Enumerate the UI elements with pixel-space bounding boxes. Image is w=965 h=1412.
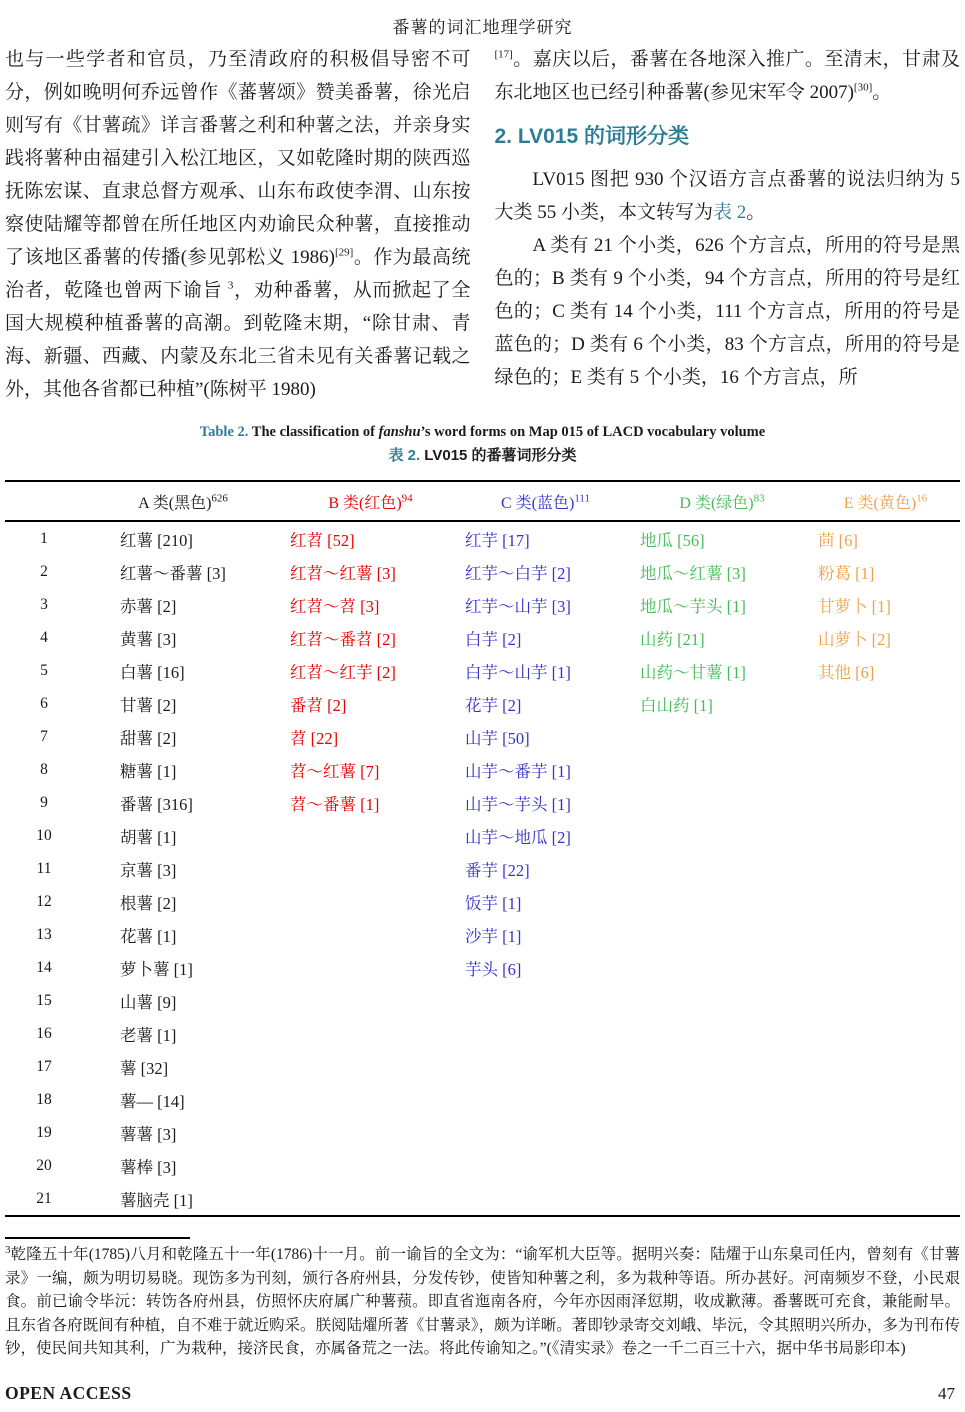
table-row xyxy=(5,885,960,918)
table-cell-a: 胡薯 [1] xyxy=(120,827,177,847)
page-footer xyxy=(5,1383,955,1404)
row-number: 9 xyxy=(40,793,48,811)
row-number: 14 xyxy=(36,958,52,976)
table-cell-c: 山芋～地瓜 [2] xyxy=(465,827,571,847)
right-paragraph-3: A 类有 21 个小类，626 个方言点，所用的符号是黑色的；B 类有 9 个小类，94 个方言点，所用的符号是红色的；C 类有 14 个小类，111 个方言点，所用的符号是蓝色的；D 类有 6 个小类，83 个方言点，所用的符号是绿色的；E 类有 5 个小类，16 个方言点，所 xyxy=(494,235,960,388)
table-cell-d: 地瓜～芋头 [1] xyxy=(640,596,746,616)
table-cell-b: 红苕～番苕 [2] xyxy=(290,629,396,649)
table-row xyxy=(5,687,960,720)
table-cell-d: 地瓜 [56] xyxy=(640,530,705,550)
table-cell-a: 萝卜薯 [1] xyxy=(120,959,193,979)
table-row xyxy=(5,951,960,984)
footnote-ref-3: 3 xyxy=(227,279,234,292)
row-number: 8 xyxy=(40,760,48,778)
table-cell-c: 白芋～山芋 [1] xyxy=(465,662,571,682)
table-row xyxy=(5,1116,960,1149)
row-number: 16 xyxy=(36,1024,52,1042)
right-paragraph-2 xyxy=(495,163,961,229)
table-body xyxy=(5,522,960,1215)
table-cell-a: 红薯 [210] xyxy=(120,530,193,550)
table-cell-e: 山萝卜 [2] xyxy=(818,629,891,649)
table-row xyxy=(5,852,960,885)
table-cell-b: 红苕～红薯 [3] xyxy=(290,563,396,583)
table-row xyxy=(5,984,960,1017)
table-cell-a: 白薯 [16] xyxy=(120,662,185,682)
column-header-b: B 类(红色)$^{94}$ xyxy=(328,492,413,512)
left-column xyxy=(5,43,471,406)
row-number: 12 xyxy=(36,892,52,910)
table-caption-chinese xyxy=(5,444,960,467)
table-cell-a: 红薯～番薯 [3] xyxy=(120,563,226,583)
row-number: 15 xyxy=(36,991,52,1009)
table-row xyxy=(5,918,960,951)
table-cell-d: 地瓜～红薯 [3] xyxy=(640,563,746,583)
body-text: 。嘉庆以后，番薯在各地深入推广。至清末，甘肃及东北地区也已经引种番薯(参见宋军令 2007) xyxy=(494,49,960,103)
row-number: 18 xyxy=(36,1090,52,1108)
row-number: 13 xyxy=(36,925,52,943)
table-row xyxy=(5,720,960,753)
row-number: 4 xyxy=(40,628,48,646)
table-cell-b: 番苕 [2] xyxy=(290,695,347,715)
table-cell-a: 薯薯 [3] xyxy=(120,1124,177,1144)
table-row xyxy=(5,1149,960,1182)
table-cell-c: 白芋 [2] xyxy=(465,629,522,649)
table-cell-e: 茴 [6] xyxy=(818,530,858,550)
row-number: 6 xyxy=(40,694,48,712)
table-cell-a: 花薯 [1] xyxy=(120,926,177,946)
table-cell-d: 白山药 [1] xyxy=(640,695,713,715)
table-cell-a: 山薯 [9] xyxy=(120,992,177,1012)
footnote-number: 3 xyxy=(5,1243,11,1256)
table-row xyxy=(5,555,960,588)
table-cell-c: 山芋～芋头 [1] xyxy=(465,794,571,814)
table-cell-d: 山药 [21] xyxy=(640,629,705,649)
row-number: 3 xyxy=(40,595,48,613)
column-header-e: E 类(黄色)$^{16}$ xyxy=(843,492,928,512)
column-header-a: A 类(黑色)$^{626}$ xyxy=(138,492,228,512)
section-heading: 2. LV015 的词形分类 xyxy=(494,125,689,148)
table-cell-b: 红苕～红芋 [2] xyxy=(290,662,396,682)
table-cell-a: 黄薯 [3] xyxy=(120,629,177,649)
caption-text: The classification of xyxy=(248,424,379,440)
row-number: 19 xyxy=(36,1123,52,1141)
table-cell-b: 红苕 [52] xyxy=(290,530,355,550)
table-row xyxy=(5,654,960,687)
table-caption xyxy=(5,421,960,467)
table-row xyxy=(5,588,960,621)
table-row xyxy=(5,522,960,555)
caption-text: ’s word forms on Map 015 of LACD vocabulary volume xyxy=(420,424,766,440)
caption-label-en: Table 2. xyxy=(199,424,249,440)
row-number: 7 xyxy=(40,727,48,745)
caption-text: LV015 的番薯词形分类 xyxy=(420,447,577,464)
table-cell-a: 甘薯 [2] xyxy=(120,695,177,715)
body-text: 。 xyxy=(746,202,766,223)
table-cell-c: 山芋～番芋 [1] xyxy=(465,761,571,781)
table-cell-e: 粉葛 [1] xyxy=(818,563,875,583)
running-header: 番薯的词汇地理学研究 xyxy=(392,18,573,37)
table-cell-d: 山药～甘薯 [1] xyxy=(640,662,746,682)
table-cell-a: 赤薯 [2] xyxy=(120,596,177,616)
row-number: 17 xyxy=(36,1057,52,1075)
table-row xyxy=(5,1017,960,1050)
column-header-c: C 类(蓝色)$^{111}$ xyxy=(500,492,591,512)
table-caption-english xyxy=(5,421,960,444)
body-text: LV015 图把 930 个汉语方言点番薯的说法归纳为 5 大类 55 小类，本文转写为 xyxy=(494,169,960,223)
row-number: 10 xyxy=(36,826,52,844)
table-row xyxy=(5,786,960,819)
table-cell-c: 沙芋 [1] xyxy=(465,926,522,946)
table-row xyxy=(5,1182,960,1215)
table-cell-a: 薯— [14] xyxy=(120,1091,185,1111)
footnote xyxy=(5,1243,960,1361)
page-number: 47 xyxy=(938,1384,955,1403)
table-cell-b: 苕～红薯 [7] xyxy=(290,761,380,781)
table-row xyxy=(5,1050,960,1083)
row-number: 11 xyxy=(36,859,52,877)
body-text: 。 xyxy=(872,82,892,103)
footnote-text: 乾隆五十年(1785)八月和乾隆五十一年(1786)十一月。前一谕旨的全文为：“谕军机大臣等。据明兴奏：陆燿于山东臬司任内，曾刻有《甘薯录》一编，颇为明切易晓。现饬多为刊刻，颁行各府州县，分发传钞，使皆知种薯之利，多为栽种等语。所办甚好。河南频岁不登，小民艰食。前已谕令毕沅：转饬各府州县，仿照怀庆府属广种薯蓣。即直省迤南各府，今年亦因雨泽愆期，收成歉薄。番薯既可充食，兼能耐旱。且东省各府既间有种植，自不难于就近购采。朕阅陆燿所著《甘薯录》，颇为详晰。著即钞录寄交刘峨、毕沅，令其照明兴所办，多为刊布传钞，使民间共知其利，广为栽种，接济民食，亦属备荒之一法。将此传谕知之。”(《清实录》卷之一千二百三十六，据中华书局影印本) xyxy=(5,1246,960,1357)
table-cell-c: 饭芋 [1] xyxy=(465,893,522,913)
table-cell-e: 其他 [6] xyxy=(818,662,875,682)
table-row xyxy=(5,1083,960,1116)
table-cell-a: 薯 [32] xyxy=(120,1058,169,1078)
table-cell-c: 番芋 [22] xyxy=(465,860,530,880)
table-2-reference-link[interactable]: 表 2 xyxy=(713,202,747,223)
citation-29: [29] xyxy=(334,246,354,259)
footnote-divider xyxy=(5,1237,190,1239)
table-header-row xyxy=(5,482,960,522)
classification-table xyxy=(5,480,960,1217)
table-cell-c: 山芋 [50] xyxy=(465,728,530,748)
right-column xyxy=(495,43,961,406)
row-number: 20 xyxy=(36,1156,52,1174)
caption-label-zh: 表 2. xyxy=(388,447,421,464)
left-paragraph xyxy=(5,43,471,406)
body-text: 。作为最高统治者，乾隆也曾两下谕旨 xyxy=(5,247,471,301)
table-cell-a: 根薯 [2] xyxy=(120,893,177,913)
table-cell-c: 红芋 [17] xyxy=(465,530,530,550)
table-row xyxy=(5,819,960,852)
table-cell-c: 红芋～山芋 [3] xyxy=(465,596,571,616)
table-cell-a: 甜薯 [2] xyxy=(120,728,177,748)
table-cell-c: 花芋 [2] xyxy=(465,695,522,715)
table-cell-e: 甘萝卜 [1] xyxy=(818,596,891,616)
table-row xyxy=(5,753,960,786)
table-cell-c: 芋头 [6] xyxy=(465,959,522,979)
table-cell-a: 番薯 [316] xyxy=(120,794,193,814)
table-cell-b: 苕～番薯 [1] xyxy=(290,794,380,814)
row-number: 1 xyxy=(40,529,48,547)
body-text: ，劝种番薯，从而掀起了全国大规模种植番薯的高潮。到乾隆末期，“除甘肃、青海、新疆、西藏、内蒙及东北三省未见有关番薯记载之外，其他各省都已种植”(陈树平 1980) xyxy=(5,280,471,400)
row-number: 2 xyxy=(40,562,48,580)
two-column-body xyxy=(5,43,960,406)
row-number: 5 xyxy=(40,661,48,679)
citation-30: [30] xyxy=(853,81,873,94)
right-paragraph-1 xyxy=(495,43,961,109)
table-cell-a: 老薯 [1] xyxy=(120,1025,177,1045)
table-cell-a: 京薯 [3] xyxy=(120,860,177,880)
table-cell-b: 红苕～苕 [3] xyxy=(290,596,380,616)
table-cell-b: 苕 [22] xyxy=(290,728,339,748)
table-cell-a: 薯棒 [3] xyxy=(120,1157,177,1177)
table-row xyxy=(5,621,960,654)
citation-17: [17] xyxy=(494,48,513,61)
open-access-label: OPEN ACCESS xyxy=(5,1383,132,1403)
column-header-d: D 类(绿色)$^{83}$ xyxy=(679,492,765,512)
table-cell-a: 糖薯 [1] xyxy=(120,761,177,781)
row-number: 21 xyxy=(36,1189,52,1207)
table-cell-c: 红芋～白芋 [2] xyxy=(465,563,571,583)
table-cell-a: 薯脑壳 [1] xyxy=(120,1190,193,1210)
caption-italic-fanshu: fanshu xyxy=(378,424,421,440)
body-text: 也与一些学者和官员，乃至清政府的积极倡导密不可分，例如晚明何乔远曾作《蕃薯颂》赞美番薯，徐光启则写有《甘薯疏》详言番薯之利和种薯之法，并亲身实践将薯种由福建引入松江地区，又如乾隆时期的陕西巡抚陈宏谋、直隶总督方观承、山东布政使李渭、山东按察使陆耀等都曾在所任地区内劝谕民众种薯，直接推动了该地区番薯的传播(参见郭松义 1986) xyxy=(5,49,471,268)
